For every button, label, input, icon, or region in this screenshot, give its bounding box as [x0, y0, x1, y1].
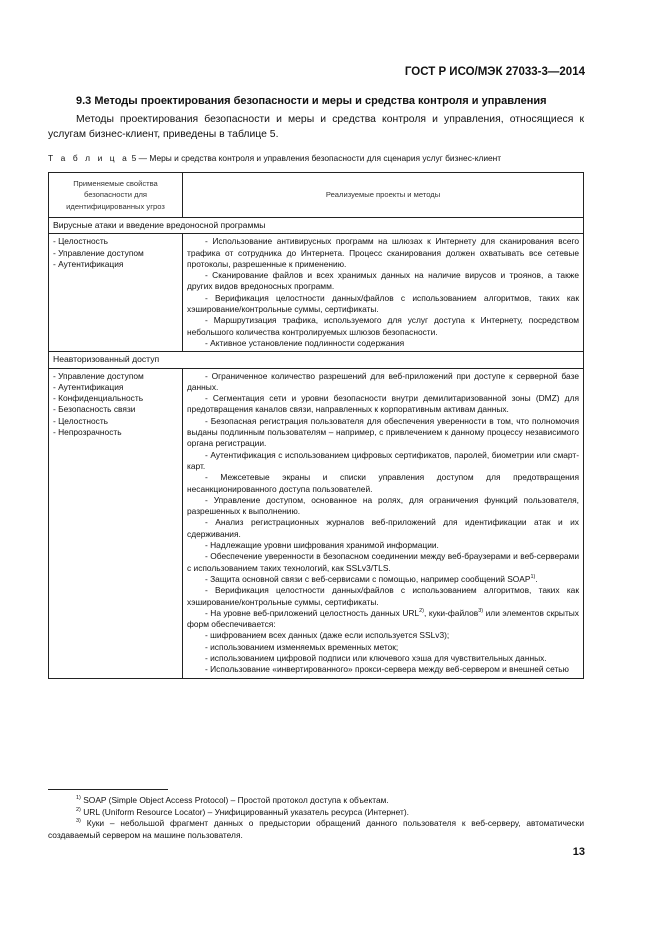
intro-paragraph: Методы проектирования безопасности и меры и средства контроля и управления, относящиеся к услугам бизнес-клиент, приведены в таблице 5.: [48, 114, 584, 140]
method-item: - Обеспечение уверенности в безопасном соединении между веб-браузерами и веб-серверами с использованием таких технологий, как SSLv3/TLS.: [187, 551, 579, 573]
method-item-url: [187, 608, 579, 631]
properties-cell: [49, 368, 183, 678]
method-item: - Безопасная регистрация пользователя для обеспечения уверенности в том, что полномочия выданы подлинным пользователям – например, с привлечением к данному процессу независимого органа регистрации.: [187, 415, 579, 449]
method-item: - Маршрутизация трафика, используемого для услуг доступа к Интернету, посредством небольшого количества контролируемых шлюзов безопасности.: [187, 315, 579, 337]
method-item: - использованием изменяемых временных меток;: [205, 641, 399, 652]
controls-table: [48, 172, 584, 679]
footnote-ref-1: 1): [530, 574, 536, 581]
method-item: - использованием цифровой подписи или ключевого хэша для чувствительных данных.: [205, 652, 547, 663]
footnotes: [48, 795, 584, 841]
table-caption-label: Т а б л и ц а: [48, 153, 130, 163]
url-text-b: , куки-файлов: [423, 607, 479, 618]
method-item: - Межсетевые экраны и списки управления доступом для предотвращения несанкционированного доступа пользователей.: [187, 472, 579, 494]
method-item: - Сегментация сети и уровни безопасности внутри демилитаризованной зоны (DMZ) для предотвращения каналов связи, направленных к корпоративным активам данных.: [187, 393, 579, 415]
property-item: - Целостность: [53, 236, 109, 247]
method-item: - Ограниченное количество разрешений для веб-приложений при доступе к серверной базе данных.: [187, 370, 579, 392]
property-item: - Конфиденциальность: [53, 393, 144, 404]
col1-header: Применяемые свойства безопасности для идентифицированных угроз: [49, 173, 183, 218]
table-row: [49, 368, 584, 678]
url-text-a: - На уровне веб-приложений целостность данных URL: [205, 607, 420, 618]
table-row: [49, 234, 584, 352]
group-row-unauthorized: [49, 352, 584, 368]
property-item: - Аутентификация: [53, 381, 124, 392]
footnote-text: SOAP (Simple Object Access Protocol) – Простой протокол доступа к объектам.: [80, 795, 389, 805]
property-item: - Целостность: [53, 415, 109, 426]
property-item: - Управление доступом: [53, 247, 144, 258]
soap-end: .: [535, 573, 538, 584]
method-item: - шифрованием всех данных (даже если используется SSLv3);: [205, 630, 450, 641]
footnote-1: [48, 795, 584, 807]
soap-text: - Защита основной связи с веб-сервисами с помощью, например сообщений SOAP: [205, 573, 531, 584]
method-item: - Верификация целостности данных/файлов с использованием алгоритмов, таких как хэширование/контрольные суммы, сертификаты.: [187, 585, 579, 607]
group-title: Неавторизованный доступ: [49, 352, 584, 368]
footnote-mark: 1): [76, 795, 81, 802]
method-item: - Надлежащие уровни шифрования хранимой информации.: [205, 540, 439, 551]
section-title: 9.3 Методы проектирования безопасности и меры и средства контроля и управления: [76, 95, 547, 107]
method-item: - Анализ регистрационных журналов веб-приложений для идентификации атак и их сдерживания.: [187, 517, 579, 539]
method-item: - Аутентификация с использованием цифровых сертификатов, паролей, биометрии или смарт-карт.: [187, 449, 579, 471]
footnote-3: [48, 818, 584, 841]
table-header-row: [49, 173, 584, 218]
method-item-soap: [187, 574, 579, 585]
property-item: - Непрозрачность: [53, 427, 122, 438]
url-text-c: или элементов скрытых форм обеспечивается:: [187, 607, 579, 630]
footnote-text: URL (Uniform Resource Locator) – Унифицированный указатель ресурса (Интернет).: [80, 806, 410, 817]
method-item: - Использование антивирусных программ на шлюзах к Интернету для сканирования всего трафика от сотрудника до Интернета. Процесс сканирования должен охватывать все сетевые протоколы, разрешенные к применению.: [187, 236, 579, 269]
standard-header: ГОСТ Р ИСО/МЭК 27033-3—2014: [404, 66, 585, 78]
property-item: - Безопасность связи: [53, 404, 136, 415]
footnote-text: Куки – небольшой фрагмент данных о предыстории обращений данного пользователя к веб-серверу, автоматически создаваемый сервером на машине пользователя.: [48, 818, 584, 840]
group-row-viruses: [49, 218, 584, 234]
table-caption-text: 5 — Меры и средства контроля и управления безопасности для сценария услуг бизнес-клиент: [129, 153, 502, 163]
property-item: - Аутентификация: [53, 258, 124, 269]
footnote-mark: 3): [76, 818, 81, 825]
method-item: - Сканирование файлов и всех хранимых данных на наличие вирусов и троянов, а также других видов вредоносных программ.: [187, 270, 579, 292]
footnote-divider: [48, 789, 168, 790]
methods-cell: [183, 368, 584, 678]
property-item: - Управление доступом: [53, 370, 144, 381]
method-item: - Активное установление подлинности содержания: [205, 337, 405, 348]
col2-header: Реализуемые проекты и методы: [183, 173, 584, 218]
footnote-ref-2: 2): [419, 608, 424, 614]
methods-cell: [183, 234, 584, 352]
footnote-ref-3: 3): [478, 608, 484, 614]
method-item: - Верификация целостности данных/файлов с использованием алгоритмов, таких как хэширование/контрольные суммы, сертификаты.: [187, 292, 579, 315]
properties-cell: [49, 234, 183, 352]
method-item: - Управление доступом, основанное на ролях, для ограничения функций пользователя, разрешенных к выполнению.: [187, 494, 579, 517]
footnote-mark: 2): [76, 806, 81, 813]
group-title: Вирусные атаки и введение вредоносной программы: [49, 218, 584, 234]
table-caption: [48, 153, 501, 163]
page-number: 13: [572, 846, 585, 858]
footnote-2: [48, 807, 584, 819]
method-item: - Использование «инвертированного» прокси-сервера между веб-сервером и внешней сетью: [205, 664, 569, 675]
